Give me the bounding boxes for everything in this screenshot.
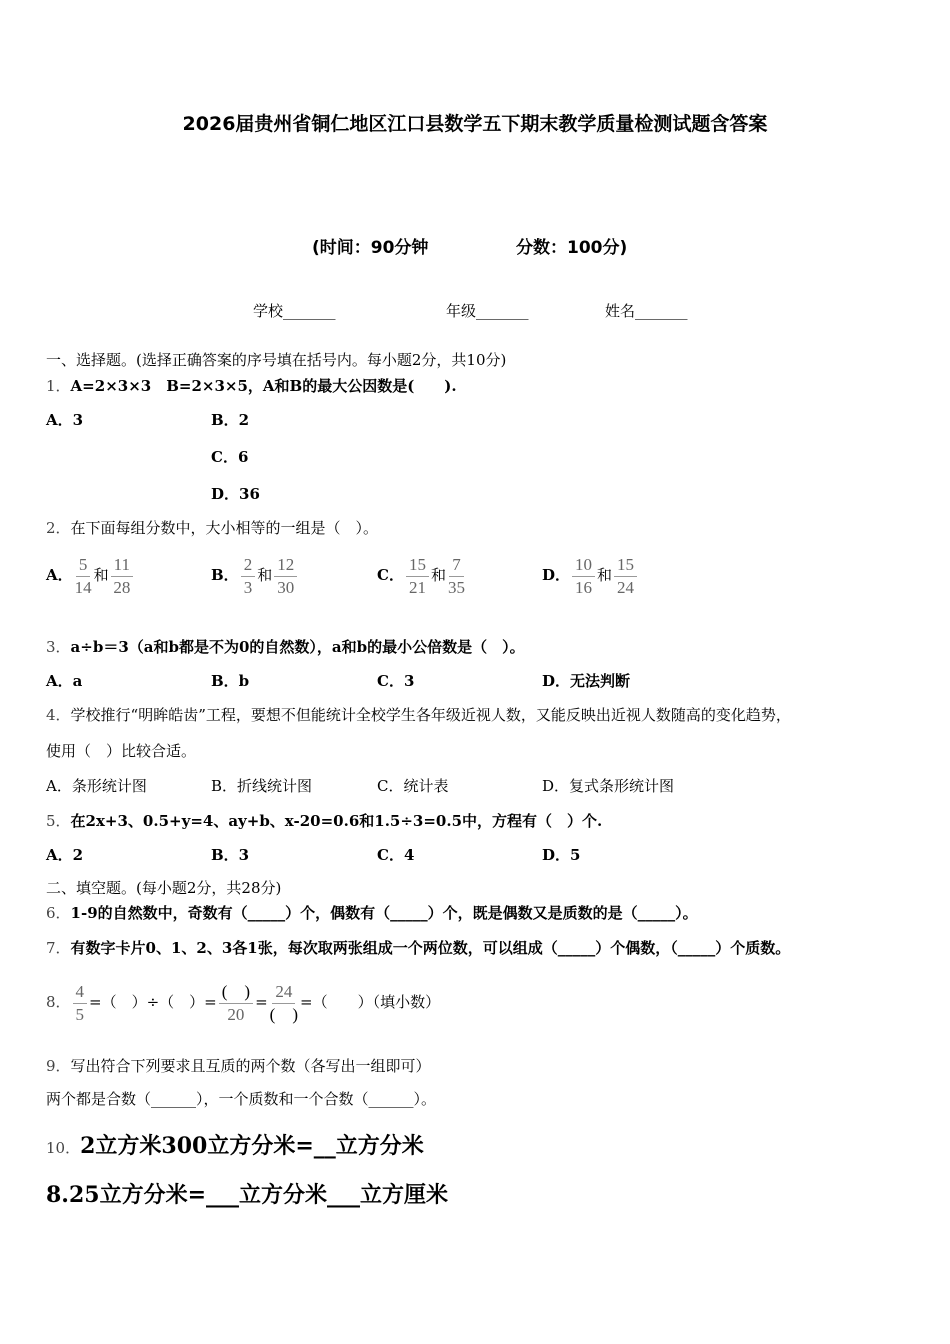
option-a: A．条形统计图 [46, 777, 147, 795]
option-label: D． [542, 566, 571, 584]
option-b: B．折线统计图 [211, 777, 313, 795]
option-a: A．a [46, 672, 83, 690]
expression-text: = [255, 993, 268, 1011]
question-text: 1-9的自然数中，奇数有（_____）个，偶数有（_____）个，既是偶数又是质数的是（_____）。 [70, 904, 698, 922]
option-a: A．3 [46, 411, 84, 429]
option-c: C．统计表 [377, 777, 449, 795]
question-number: 5． [46, 812, 71, 830]
question-text: 在下面每组分数中，大小相等的一组是（ ）。 [70, 519, 379, 537]
fraction: $\frac{15}{24}$ [614, 554, 637, 599]
and-text: 和 [597, 566, 613, 584]
question-number: 7． [46, 939, 71, 957]
question-number: 4． [46, 706, 71, 724]
option-c: C．3 [377, 672, 415, 690]
option-c: C．6 [211, 448, 249, 466]
grade-field: 年级_______ [446, 302, 529, 320]
option-d: D．复式条形统计图 [542, 777, 675, 795]
option-a [46, 552, 135, 599]
option-d: D．36 [211, 485, 260, 503]
question-1 [46, 376, 457, 396]
fraction: $\frac{15}{21}$ [406, 554, 429, 599]
option-d [542, 552, 639, 599]
option-label: B． [211, 566, 239, 584]
question-8 [46, 972, 440, 1032]
question-number: 2． [46, 519, 71, 537]
question-10 [46, 1131, 424, 1163]
exam-time: (时间：90分钟 [312, 238, 429, 258]
question-text: A=2×3×3 B=2×3×5，A和B的最大公因数是( ). [70, 377, 457, 395]
question-3 [46, 637, 525, 657]
option-b [211, 552, 299, 599]
question-number: 8． [46, 993, 71, 1011]
fraction: $\frac{( )}{20}$ [219, 981, 253, 1026]
option-label: C． [377, 566, 404, 584]
option-b: B．b [211, 672, 250, 690]
section-2-heading: 二、填空题。(每小题2分，共28分) [46, 879, 282, 897]
option-c: C．4 [377, 846, 415, 864]
question-10-continued: 8.25立方分米=___立方分米___立方厘米 [46, 1182, 449, 1208]
question-text: 学校推行“明眸皓齿”工程，要想不但能统计全校学生各年级近视人数，又能反映出近视人数随高的变化趋势， [70, 706, 791, 724]
question-text: a÷b＝3（a和b都是不为0的自然数），a和b的最小公倍数是（ ）。 [70, 638, 525, 656]
fraction: $\frac{24}{( )}$ [269, 981, 298, 1024]
question-number: 1． [46, 377, 71, 395]
question-number: 10． [46, 1139, 81, 1157]
question-9-continued: 两个都是合数（______），一个质数和一个合数（______）。 [46, 1090, 437, 1108]
document-title: 2026届贵州省铜仁地区江口县数学五下期末教学质量检测试题含答案 [182, 113, 768, 135]
and-text: 和 [93, 566, 109, 584]
question-2 [46, 518, 378, 538]
question-number: 3． [46, 638, 71, 656]
fraction: $\frac{7}{35}$ [447, 554, 465, 597]
school-field: 学校_______ [253, 302, 336, 320]
question-6 [46, 903, 698, 923]
option-d: D．无法判断 [542, 672, 631, 690]
fraction: $\frac{12}{30}$ [274, 554, 297, 599]
expression-text: =（ ）（填小数） [300, 993, 441, 1011]
section-1-heading: 一、选择题。(选择正确答案的序号填在括号内。每小题2分，共10分) [46, 351, 507, 369]
option-d: D．5 [542, 846, 581, 864]
fraction: $\frac{2}{3}$ [241, 554, 256, 599]
option-b: B．2 [211, 411, 250, 429]
question-5 [46, 811, 602, 831]
question-number: 9． [46, 1057, 71, 1075]
fraction: $\frac{10}{16}$ [572, 554, 595, 599]
exam-score: 分数：100分) [516, 238, 628, 258]
expression-text: =（ ）÷（ ）= [89, 993, 217, 1011]
option-a: A．2 [46, 846, 84, 864]
question-7 [46, 938, 790, 958]
option-label: A． [46, 566, 73, 584]
fraction: $\frac{11}{28}$ [111, 554, 133, 599]
question-4-continued: 使用（ ）比较合适。 [46, 742, 197, 760]
option-c [377, 552, 467, 599]
and-text: 和 [430, 566, 446, 584]
question-text: 2立方米300立方分米=__立方分米 [80, 1133, 424, 1159]
option-b: B．3 [211, 846, 250, 864]
question-number: 6． [46, 904, 71, 922]
and-text: 和 [257, 566, 273, 584]
question-text: 写出符合下列要求且互质的两个数（各写出一组即可） [70, 1057, 431, 1075]
name-field: 姓名_______ [605, 302, 688, 320]
question-9 [46, 1056, 431, 1076]
fraction: $\frac{5}{14}$ [74, 554, 92, 597]
question-4 [46, 705, 791, 725]
fraction: $\frac{4}{5}$ [73, 981, 88, 1026]
question-text: 在2x+3、0.5+y=4、ay+b、x-20=0.6和1.5÷3=0.5中，方程有（ ）个. [70, 812, 603, 830]
question-text: 有数字卡片0、1、2、3各1张，每次取两张组成一个两位数，可以组成（_____）个偶数，（_____）个质数。 [70, 939, 791, 957]
